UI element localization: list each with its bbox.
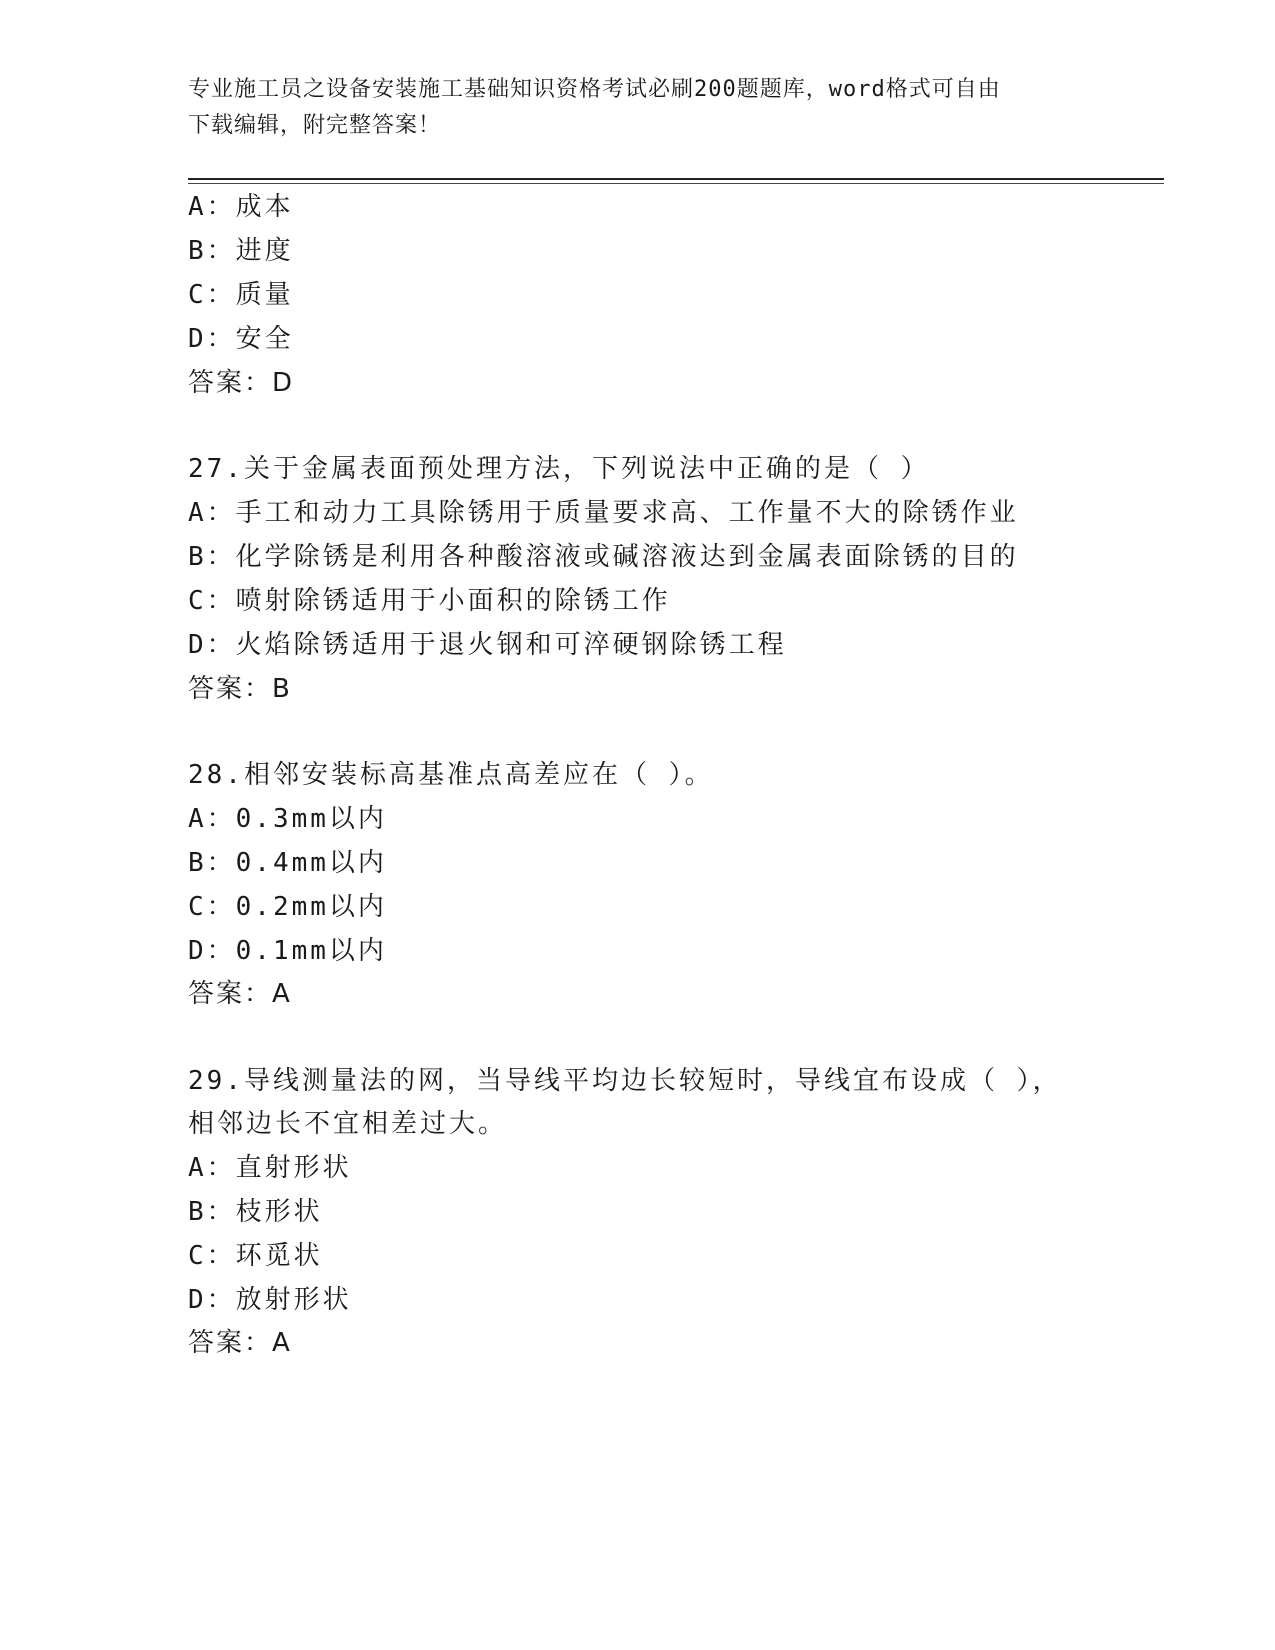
- q27-option-b: B：化学除锈是利用各种酸溶液或碱溶液达到金属表面除锈的目的: [188, 542, 1019, 572]
- q29-option-a: A：直射形状: [188, 1153, 352, 1183]
- q28-option-b: B：0.4mm以内: [188, 848, 387, 878]
- header-line-1: 专业施工员之设备安装施工基础知识资格考试必刷200题题库，word格式可自由: [188, 77, 1001, 102]
- q27-answer: 答案：B: [188, 674, 292, 704]
- q27-option-d: D：火焰除锈适用于退火钢和可淬硬钢除锈工程: [188, 630, 787, 660]
- q28-answer: 答案：A: [188, 979, 292, 1009]
- q27-option-c: C：喷射除锈适用于小面积的除锈工作: [188, 586, 671, 616]
- q26-option-b: B：进度: [188, 236, 294, 266]
- header-rule-thin: [188, 183, 1164, 184]
- q29-option-d: D：放射形状: [188, 1285, 352, 1315]
- q26-option-d: D：安全: [188, 324, 294, 354]
- q26-option-c: C：质量: [188, 280, 294, 310]
- q26-answer: 答案：D: [188, 368, 295, 398]
- q28-option-c: C：0.2mm以内: [188, 892, 387, 922]
- q29-question-line-2: 相邻边长不宜相差过大。: [188, 1109, 508, 1139]
- q29-option-b: B：枝形状: [188, 1197, 323, 1227]
- q28-option-d: D：0.1mm以内: [188, 936, 387, 966]
- header-rule-thick: [188, 178, 1164, 180]
- q26-option-a: A：成本: [188, 192, 294, 222]
- q28-question: 28.相邻安装标高基准点高差应在（ ）。: [188, 760, 714, 790]
- document-header: [188, 72, 1088, 144]
- q27-question: 27.关于金属表面预处理方法，下列说法中正确的是（ ）: [188, 454, 930, 484]
- q28-option-a: A：0.3mm以内: [188, 804, 387, 834]
- q29-answer: 答案：A: [188, 1328, 292, 1358]
- header-line-2: 下载编辑，附完整答案！: [188, 113, 442, 138]
- q29-question-line-1: 29.导线测量法的网，当导线平均边长较短时，导线宜布设成（ ），: [188, 1066, 1062, 1096]
- q27-option-a: A：手工和动力工具除锈用于质量要求高、工作量不大的除锈作业: [188, 498, 1019, 528]
- q29-option-c: C：环觅状: [188, 1241, 323, 1271]
